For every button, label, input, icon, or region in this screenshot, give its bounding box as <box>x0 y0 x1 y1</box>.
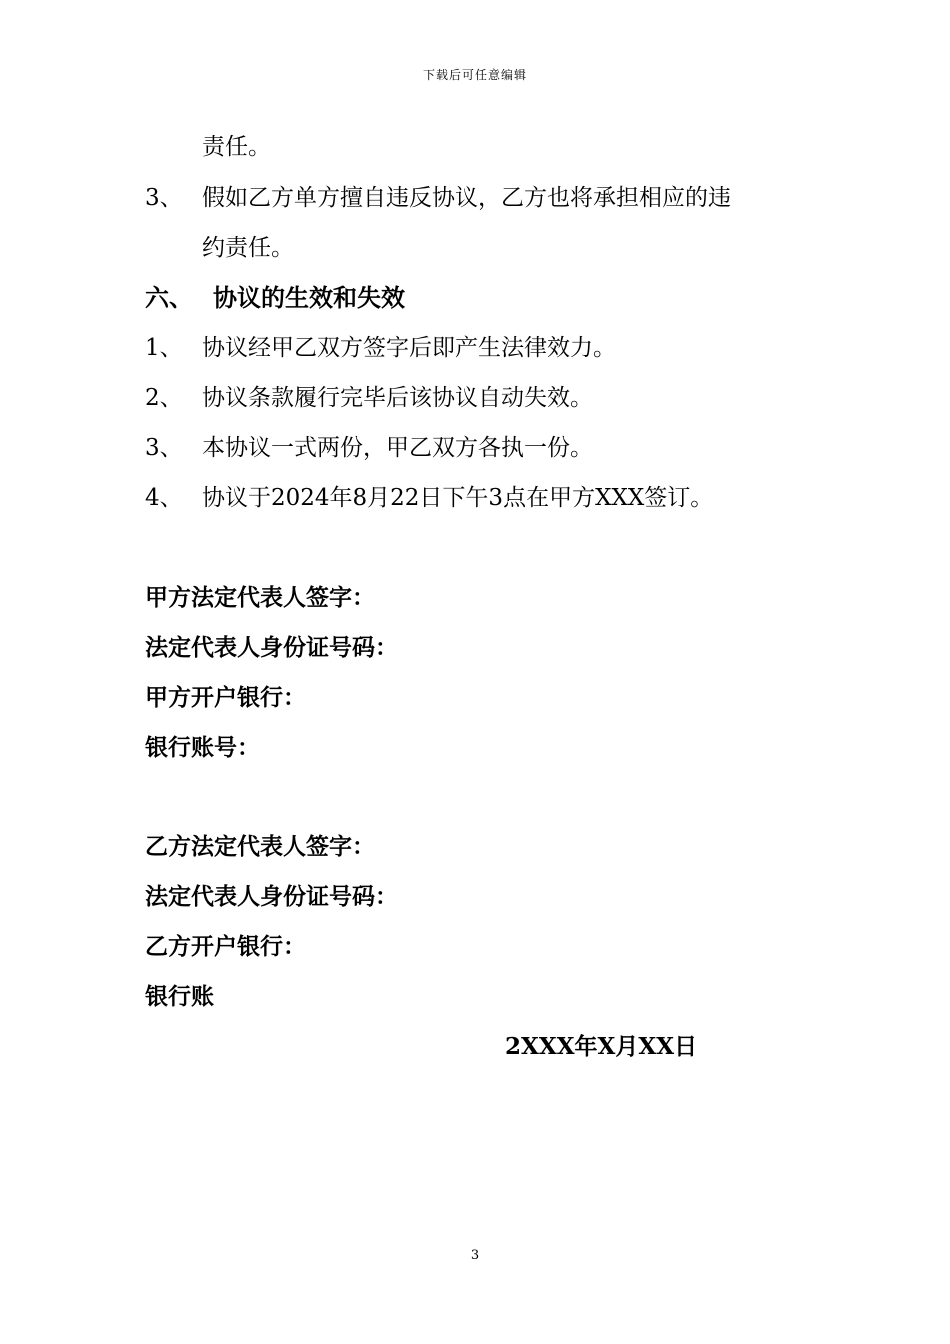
section-title: 协议的生效和失效 <box>213 283 405 312</box>
party-b-signature-label: 乙方法定代表人签字： <box>145 833 375 860</box>
party-a-bank-label: 甲方开户银行： <box>145 684 306 711</box>
clause-number: 1、 <box>145 335 183 361</box>
clause-text: 本协议一式两份，甲乙双方各执一份。 <box>202 435 593 461</box>
party-a-account-label: 银行账号： <box>145 734 260 761</box>
clause-number: 4、 <box>145 485 183 511</box>
signing-date: 2XXX年X月XX日 <box>505 1033 698 1060</box>
continuation-text: 约责任。 <box>202 235 294 261</box>
page-number: 3 <box>470 1248 480 1263</box>
clause-text: 协议经甲乙双方签字后即产生法律效力。 <box>202 335 616 361</box>
party-b-id-label: 法定代表人身份证号码： <box>145 883 398 910</box>
page-header: 下载后可任意编辑 <box>422 68 527 82</box>
clause-number: 3、 <box>145 185 183 211</box>
clause-text: 协议条款履行完毕后该协议自动失效。 <box>202 385 593 411</box>
continuation-text: 责任。 <box>202 134 271 160</box>
clause-text: 假如乙方单方擅自违反协议，乙方也将承担相应的违 <box>202 185 731 211</box>
clause-number: 3、 <box>145 435 183 461</box>
party-b-account-label: 银行账 <box>145 983 214 1010</box>
party-a-signature-label: 甲方法定代表人签字： <box>145 584 375 611</box>
clause-text: 协议于2024年8月22日下午3点在甲方XXX签订。 <box>202 485 714 511</box>
clause-number: 2、 <box>145 385 183 411</box>
party-b-bank-label: 乙方开户银行： <box>145 933 306 960</box>
party-a-id-label: 法定代表人身份证号码： <box>145 634 398 661</box>
section-number: 六、 <box>145 283 193 312</box>
